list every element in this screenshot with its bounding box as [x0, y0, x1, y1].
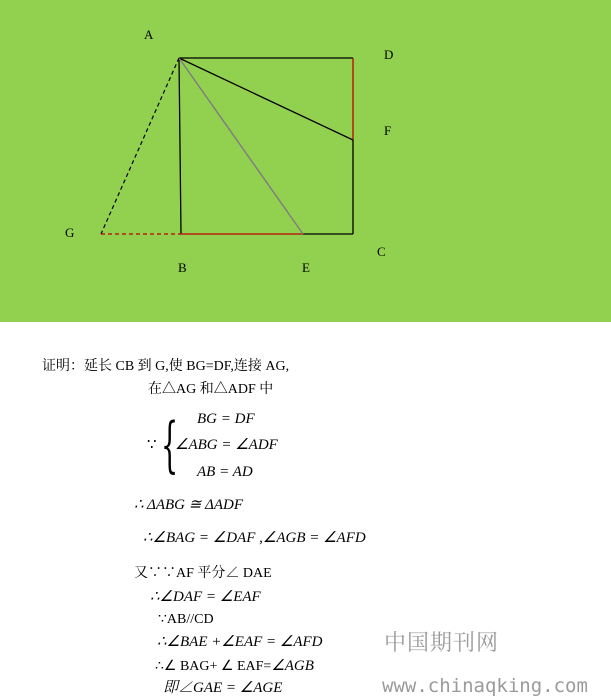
segment-AE — [179, 58, 303, 234]
proof-parallel: ∵AB//CD — [158, 612, 214, 627]
system-line-3: AB = AD — [197, 464, 253, 480]
system-line-2: ∠ABG = ∠ADF — [175, 437, 278, 453]
label-B: B — [178, 260, 187, 275]
because-symbol: ∵ — [147, 437, 157, 453]
proof-daf-eaf: ∴∠DAF = ∠EAF — [150, 589, 261, 605]
geometry-figure — [0, 0, 611, 322]
system-brace: { — [161, 410, 179, 480]
label-D: D — [384, 47, 394, 62]
proof-bag — [155, 657, 314, 676]
proof-line-2: 在△AG 和△ADF 中 — [148, 382, 274, 397]
proof-bae: ∴∠BAE +∠EAF = ∠AFD — [157, 634, 323, 650]
proof-bag-math: ∠AGB — [271, 658, 314, 674]
proof-bag-text: ∴∠ BAG+ ∠ EAF= — [155, 659, 272, 674]
segment-AF — [179, 58, 353, 140]
label-G: G — [65, 225, 75, 240]
watermark-url: www.chinaqking.com — [382, 675, 588, 697]
dashed-AG — [101, 58, 179, 234]
label-A: A — [144, 27, 154, 42]
proof-angles: ∴∠BAG = ∠DAF ,∠AGB = ∠AFD — [143, 530, 366, 546]
proof-congruent: ∴ ΔABG ≅ ΔADF — [134, 497, 244, 513]
edge-AB — [179, 58, 181, 234]
watermark-cn: 中国期刊网 — [384, 631, 500, 656]
label-C: C — [377, 244, 386, 259]
proof-line-1: 证明：延长 CB 到 G,使 BG=DF,连接 AG, — [42, 359, 290, 374]
system-line-1: BG = DF — [197, 411, 255, 427]
label-F: F — [384, 123, 392, 138]
proof-bisect: 又∵∵AF 平分∠ DAE — [134, 566, 272, 581]
label-E: E — [302, 260, 310, 275]
proof-gae: 即∠GAE = ∠AGE — [163, 680, 283, 696]
